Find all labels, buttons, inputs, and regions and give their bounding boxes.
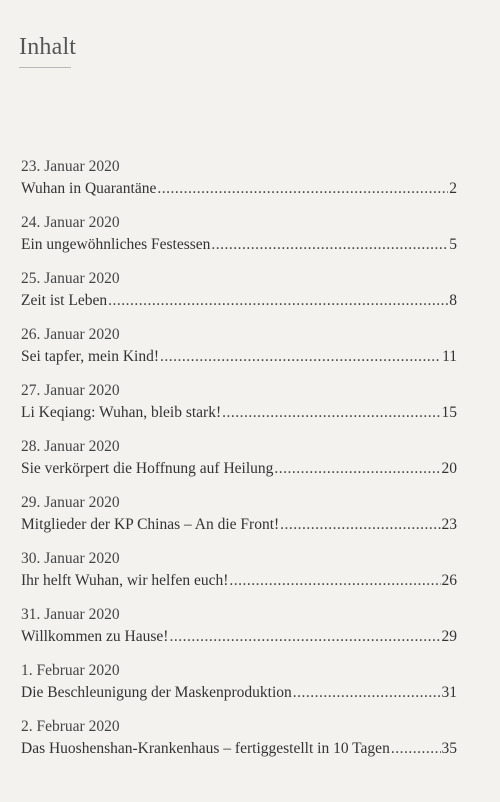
- dot-leader: [169, 626, 440, 648]
- entry-date: 26. Januar 2020: [21, 326, 120, 343]
- dot-leader: [160, 346, 441, 368]
- toc-entry: [21, 156, 457, 212]
- entry-line: [21, 458, 457, 480]
- entry-title: Die Beschleunigung der Maskenproduktion: [21, 684, 292, 701]
- entry-title: Das Huoshenshan-Krankenhaus – fertiggestellt in 10 Tagen: [21, 740, 390, 757]
- toc-entry: [21, 716, 457, 772]
- entry-page-number: 35: [441, 740, 457, 757]
- toc-entry: [21, 492, 457, 548]
- entry-page-number: 11: [442, 348, 457, 365]
- toc-entry: [21, 548, 457, 604]
- entry-line: [21, 290, 457, 312]
- entry-title: Li Keqiang: Wuhan, bleib stark!: [21, 404, 222, 421]
- entry-page-number: 20: [441, 460, 457, 477]
- entry-line: [21, 626, 457, 648]
- entry-title: Zeit ist Leben: [21, 292, 108, 309]
- entry-date: 31. Januar 2020: [21, 606, 120, 623]
- entry-date: 1. Februar 2020: [21, 662, 120, 679]
- toc-entry: [21, 268, 457, 324]
- entry-line: [21, 402, 457, 424]
- dot-leader: [222, 402, 440, 424]
- dot-leader: [391, 738, 441, 760]
- entry-title: Willkommen zu Hause!: [21, 628, 169, 645]
- entry-date: 23. Januar 2020: [21, 158, 120, 175]
- entry-line: [21, 514, 457, 536]
- entry-date: 29. Januar 2020: [21, 494, 120, 511]
- entry-date: 24. Januar 2020: [21, 214, 120, 231]
- dot-leader: [229, 570, 440, 592]
- table-of-contents: [21, 156, 457, 772]
- entry-date: 2. Februar 2020: [21, 718, 120, 735]
- entry-title: Ihr helft Wuhan, wir helfen euch!: [21, 572, 229, 589]
- entry-line: [21, 346, 457, 368]
- entry-page-number: 26: [441, 572, 457, 589]
- entry-date: 30. Januar 2020: [21, 550, 120, 567]
- entry-page-number: 8: [449, 292, 457, 309]
- entry-title: Wuhan in Quarantäne: [21, 180, 157, 197]
- dot-leader: [293, 682, 441, 704]
- dot-leader: [274, 458, 440, 480]
- dot-leader: [157, 178, 448, 200]
- toc-entry: [21, 604, 457, 660]
- dot-leader: [108, 290, 448, 312]
- entry-page-number: 15: [441, 404, 457, 421]
- entry-title: Sie verkörpert die Hoffnung auf Heilung: [21, 460, 274, 477]
- entry-title: Ein ungewöhnliches Festessen: [21, 236, 211, 253]
- entry-date: 25. Januar 2020: [21, 270, 120, 287]
- entry-page-number: 2: [449, 180, 457, 197]
- dot-leader: [280, 514, 440, 536]
- dot-leader: [211, 234, 448, 256]
- entry-line: [21, 570, 457, 592]
- entry-line: [21, 178, 457, 200]
- page-title: Inhalt: [19, 34, 77, 60]
- entry-title: Mitglieder der KP Chinas – An die Front!: [21, 516, 280, 533]
- toc-entry: [21, 436, 457, 492]
- entry-date: 28. Januar 2020: [21, 438, 120, 455]
- entry-date: 27. Januar 2020: [21, 382, 120, 399]
- entry-page-number: 29: [441, 628, 457, 645]
- toc-entry: [21, 660, 457, 716]
- title-underline: [19, 67, 71, 68]
- entry-page-number: 31: [441, 684, 457, 701]
- entry-page-number: 23: [441, 516, 457, 533]
- entry-line: [21, 738, 457, 760]
- entry-page-number: 5: [449, 236, 457, 253]
- toc-entry: [21, 324, 457, 380]
- entry-title: Sei tapfer, mein Kind!: [21, 348, 159, 365]
- entry-line: [21, 682, 457, 704]
- toc-entry: [21, 380, 457, 436]
- entry-line: [21, 234, 457, 256]
- toc-entry: [21, 212, 457, 268]
